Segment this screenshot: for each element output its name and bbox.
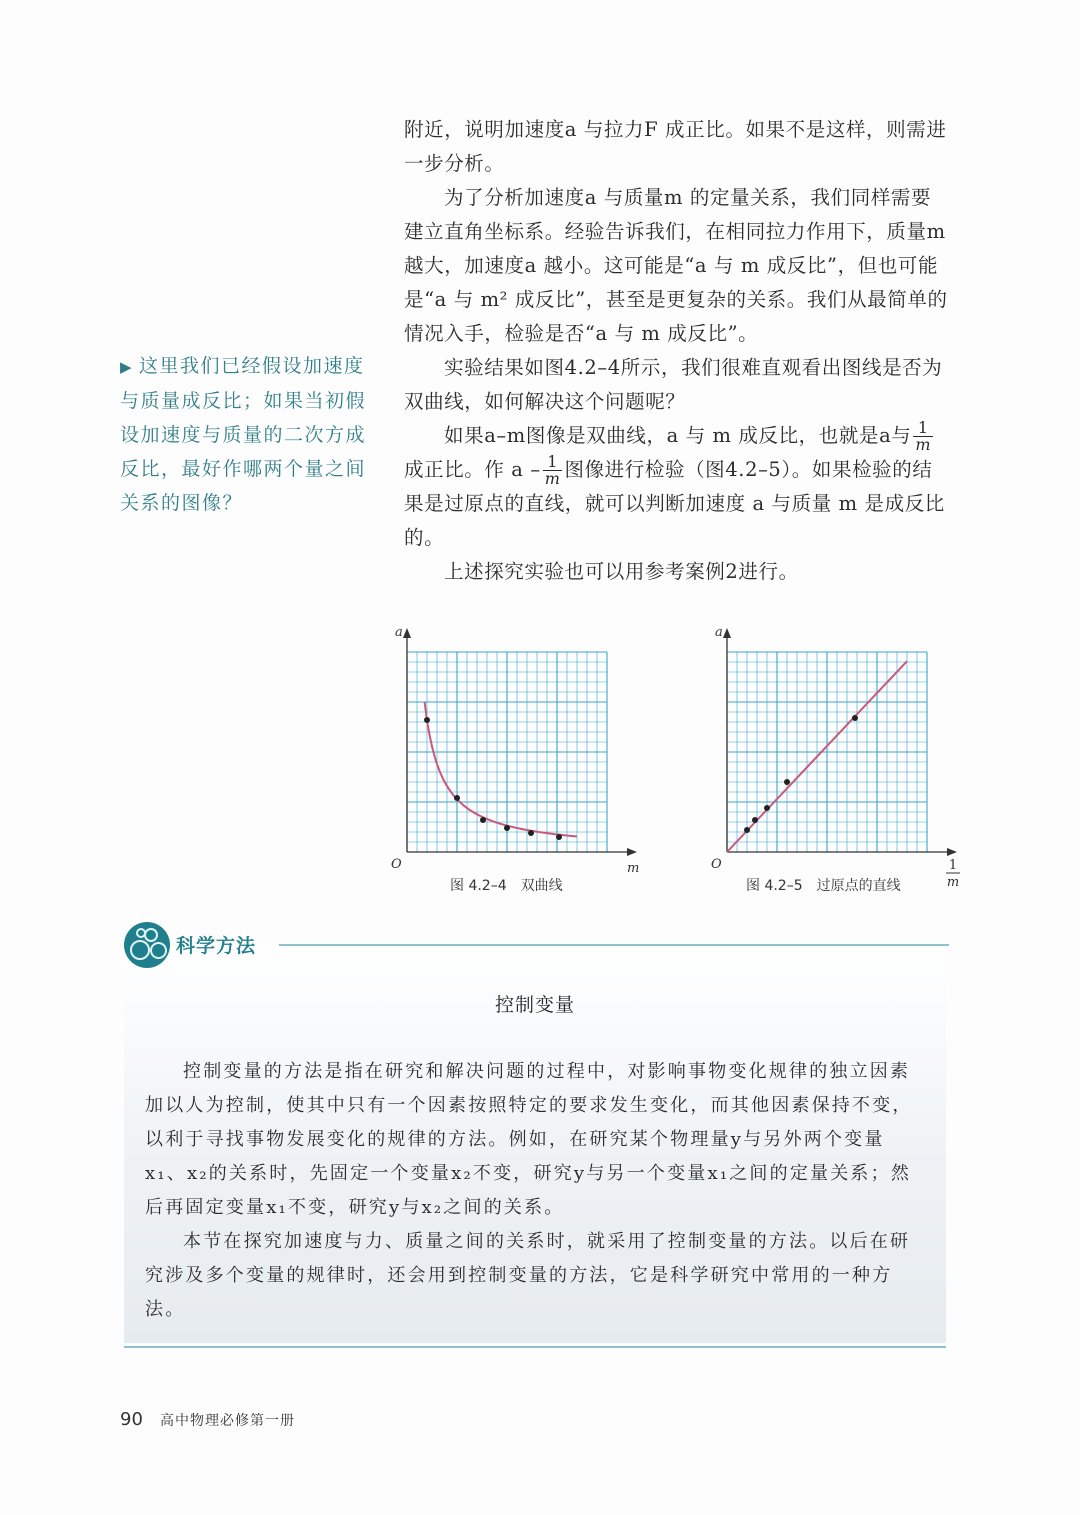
data-point xyxy=(504,825,510,831)
method-bottom-divider xyxy=(124,1346,946,1348)
x-axis-label-denominator: m xyxy=(946,875,960,887)
data-point xyxy=(556,834,562,840)
book-title: 高中物理必修第一册 xyxy=(160,1413,295,1429)
paragraph-3: 实验结果如图4.2–4所示，我们很难直观看出图线是否为双曲线，如何解决这个问题呢？ xyxy=(404,356,943,413)
data-point xyxy=(424,717,430,723)
paragraph-5: 上述探究实验也可以用参考案例2进行。 xyxy=(444,560,799,583)
figure-hyperbola xyxy=(385,612,655,874)
main-text xyxy=(404,113,949,589)
paragraph-4 xyxy=(404,419,949,555)
paragraph-4-part-a: 如果a–m图像是双曲线，a 与 m 成反比，也就是a与 xyxy=(444,424,912,447)
origin-label: O xyxy=(391,857,402,872)
science-method-title: 科学方法 xyxy=(176,935,257,957)
paragraph-2: 为了分析加速度a 与质量m 的定量关系，我们同样需要建立直角坐标系。经验告诉我们，在相同拉力作用下，质量m 越大，加速度a 越小。这可能是“a 与 m 成反比”，但也可能是“a 与 m² 成反比”，甚至是更复杂的关系。我们从最简单的情况入手，检验是否“a 与 m 成反比”。 xyxy=(404,186,948,345)
bubbles-icon xyxy=(124,922,170,968)
figure-2-caption: 图 4.2–5 过原点的直线 xyxy=(746,878,901,894)
triangle-marker-icon: ▶ xyxy=(120,358,134,376)
y-axis-label: a xyxy=(395,625,403,640)
sidenote xyxy=(120,349,370,520)
origin-label: O xyxy=(711,857,722,872)
sidenote-text: 这里我们已经假设加速度与质量成反比；如果当初假设加速度与质量的二次方成反比，最好作哪两个量之间关系的图像？ xyxy=(120,355,367,514)
y-axis-label: a xyxy=(715,625,723,640)
y-axis-arrow xyxy=(723,628,731,638)
fraction-one-over-m-2: $\frac{1}{m}$ xyxy=(544,452,561,488)
paragraph-4-part-b: 成正比。作 a – xyxy=(404,458,541,481)
x-axis-label: m xyxy=(627,861,640,874)
y-axis-arrow xyxy=(403,628,411,638)
paragraph-4-part-c: 图像进行检验（图4.2–5）。如果检验的结果是过原点的直线，就可以判断加速度 a 与质量 m 是成反比的。 xyxy=(404,458,945,549)
data-point xyxy=(744,827,750,833)
x-axis-label-numerator: 1 xyxy=(948,858,958,873)
x-axis-arrow xyxy=(947,848,957,856)
page-number: 90 xyxy=(120,1409,143,1430)
data-point xyxy=(784,779,790,785)
chart-grid xyxy=(407,652,607,852)
data-point xyxy=(528,830,534,836)
footer xyxy=(120,1409,295,1430)
data-point xyxy=(454,795,460,801)
method-paragraph-2: 本节在探究加速度与力、质量之间的关系时，就采用了控制变量的方法。以后在研究涉及多个变量的规律时，还会用到控制变量的方法，它是科学研究中常用的一种方法。 xyxy=(145,1231,911,1320)
figure-1-caption: 图 4.2–4 双曲线 xyxy=(450,878,563,894)
paragraph-1: 附近，说明加速度a 与拉力F 成正比。如果不是这样，则需进一步分析。 xyxy=(404,118,947,175)
data-point xyxy=(764,805,770,811)
divider-line xyxy=(279,944,949,946)
hyperbola-chart xyxy=(385,612,655,874)
x-axis-arrow xyxy=(627,848,637,856)
method-paragraph-1: 控制变量的方法是指在研究和解决问题的过程中，对影响事物变化规律的独立因素加以人为控制，使其中只有一个因素按照特定的要求发生变化，而其他因素保持不变，以利于寻找事物发展变化的规律的方法。例如，在研究某个物理量y与另外两个变量x₁、x₂的关系时，先固定一个变量x₂不变，研究y与另一个变量x₁之间的定量关系；然后再固定变量x₁不变，研究y与x₂之间的关系。 xyxy=(145,1061,913,1218)
method-body xyxy=(145,1055,925,1327)
figure-line xyxy=(705,612,975,887)
science-method-header xyxy=(124,922,954,968)
method-subtitle: 控制变量 xyxy=(494,994,575,1016)
data-point xyxy=(752,817,758,823)
line-chart xyxy=(705,612,975,887)
data-point xyxy=(480,817,486,823)
data-point xyxy=(852,715,858,721)
fraction-one-over-m: $\frac{1}{m}$ xyxy=(915,418,932,454)
